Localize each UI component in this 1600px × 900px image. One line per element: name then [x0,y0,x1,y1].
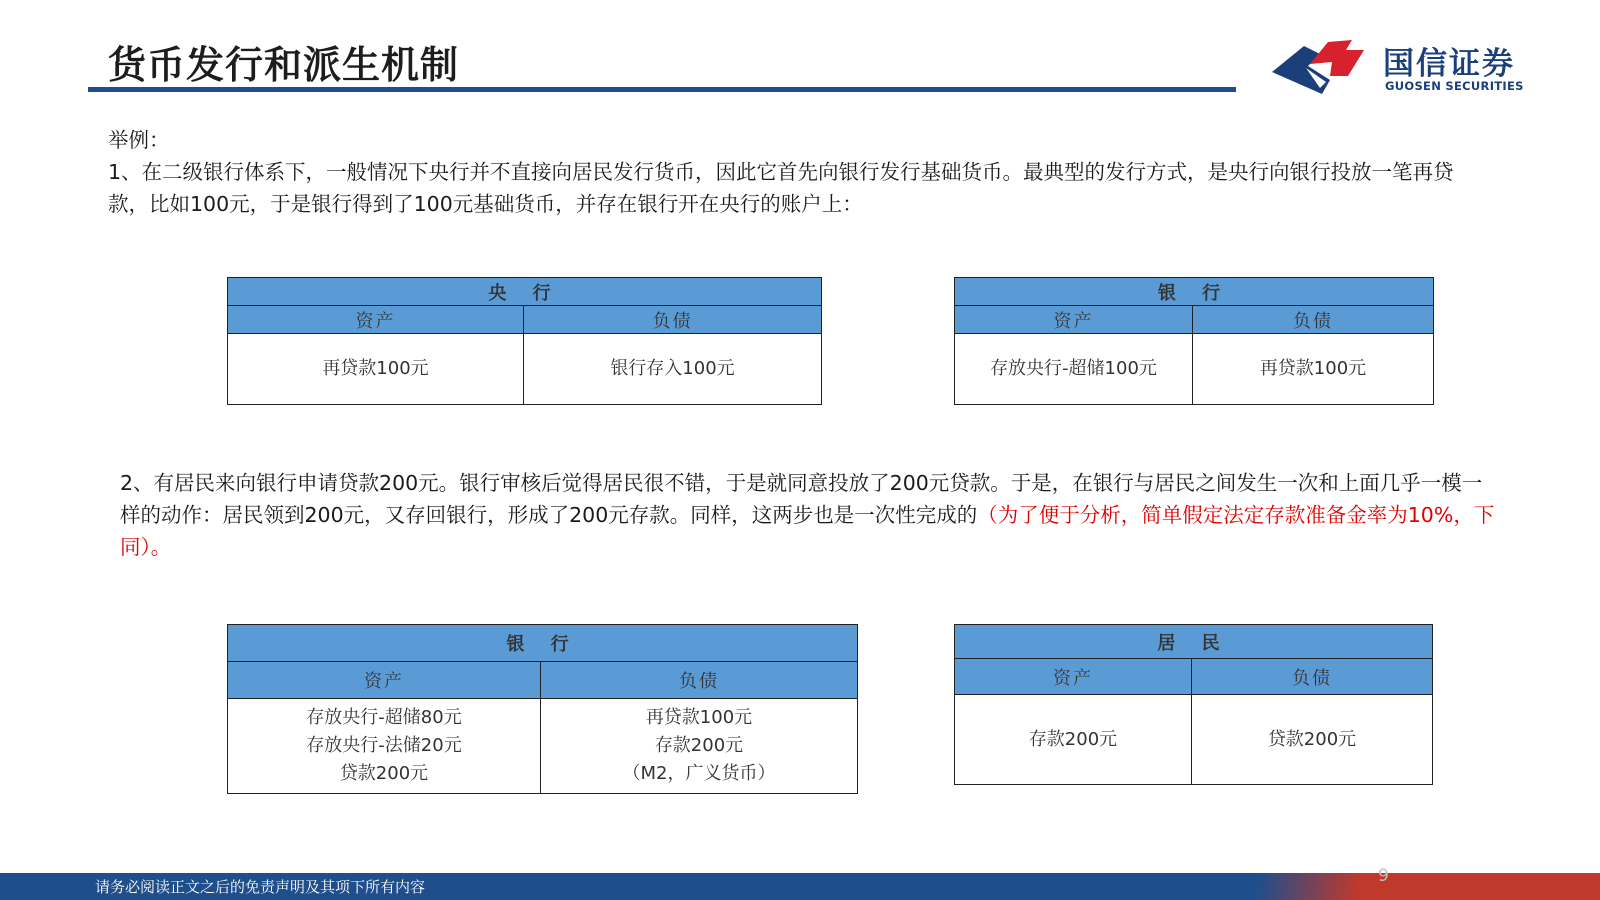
asset-item: 存放央行-超储100元 [990,358,1157,379]
liability-item: 再贷款100元 [645,707,753,728]
assets-header: 资产 [228,306,524,334]
asset-item: 贷款200元 [339,763,429,784]
guosen-logo-icon [1270,36,1380,98]
paragraph-2-assumption: （为了便于分析，简单假定法定存款准备金率为10%，下同）。 [120,503,1495,559]
example-paragraph-1 [108,124,1488,220]
table-title: 银 行 [955,278,1434,306]
liabilities-cell [541,699,858,794]
liabilities-header: 负债 [541,662,858,699]
example-label: 举例： [108,128,170,152]
paragraph-1-text: 1、在二级银行体系下，一般情况下央行并不直接向居民发行货币，因此它首先向银行发行基础货币。最典型的发行方式，是央行向银行投放一笔再贷款，比如100元，于是银行得到了100元基础货币，并存在银行开在央行的账户上： [108,160,1454,216]
table-title: 居 民 [955,625,1433,659]
bank-balance-sheet-2 [227,624,858,794]
paragraph-2-text: 2、有居民来向银行申请贷款200元。银行审核后觉得居民很不错，于是就同意投放了200元贷款。于是，在银行与居民之间发生一次和上面几乎一模一样的动作：居民领到200元，又存回银行，形成了200元存款。同样，这两步也是一次性完成的 [120,471,1483,527]
page-title: 货币发行和派生机制 [108,43,460,87]
bank-balance-sheet-1 [954,277,1434,405]
resident-balance-sheet [954,624,1433,785]
liabilities-header: 负债 [1193,306,1434,334]
liability-item: 银行存入100元 [610,358,735,379]
liabilities-header: 负债 [1192,659,1433,695]
liabilities-cell [1193,334,1434,405]
asset-item: 存款200元 [1028,728,1118,750]
assets-header: 资产 [955,659,1192,695]
liabilities-header: 负债 [524,306,822,334]
assets-cell [955,695,1192,785]
title-divider [88,87,1236,92]
table-title: 银 行 [228,625,858,662]
footer-accent [1230,873,1600,900]
logo-chinese-name: 国信证券 [1383,46,1515,82]
liability-item: 再贷款100元 [1259,358,1367,379]
table-title: 央 行 [228,278,822,306]
assets-header: 资产 [228,662,541,699]
assets-cell [228,334,524,405]
liability-item: 贷款200元 [1267,728,1357,750]
central-bank-balance-sheet [227,277,822,405]
assets-cell [955,334,1193,405]
liability-item: 存款200元 [654,735,744,756]
asset-item: 存放央行-超储80元 [306,707,462,728]
liabilities-cell [524,334,822,405]
liabilities-cell [1192,695,1433,785]
assets-cell [228,699,541,794]
page-number: 9 [1378,866,1389,886]
example-paragraph-2 [120,467,1500,563]
company-logo [1270,36,1570,100]
liability-item: （M2，广义货币） [622,763,776,784]
asset-item: 存放央行-法储20元 [306,735,462,756]
asset-item: 再贷款100元 [322,358,429,379]
assets-header: 资产 [955,306,1193,334]
logo-english-name: GUOSEN SECURITIES [1385,79,1524,93]
footer-disclaimer: 请务必阅读正文之后的免责声明及其项下所有内容 [95,878,426,896]
